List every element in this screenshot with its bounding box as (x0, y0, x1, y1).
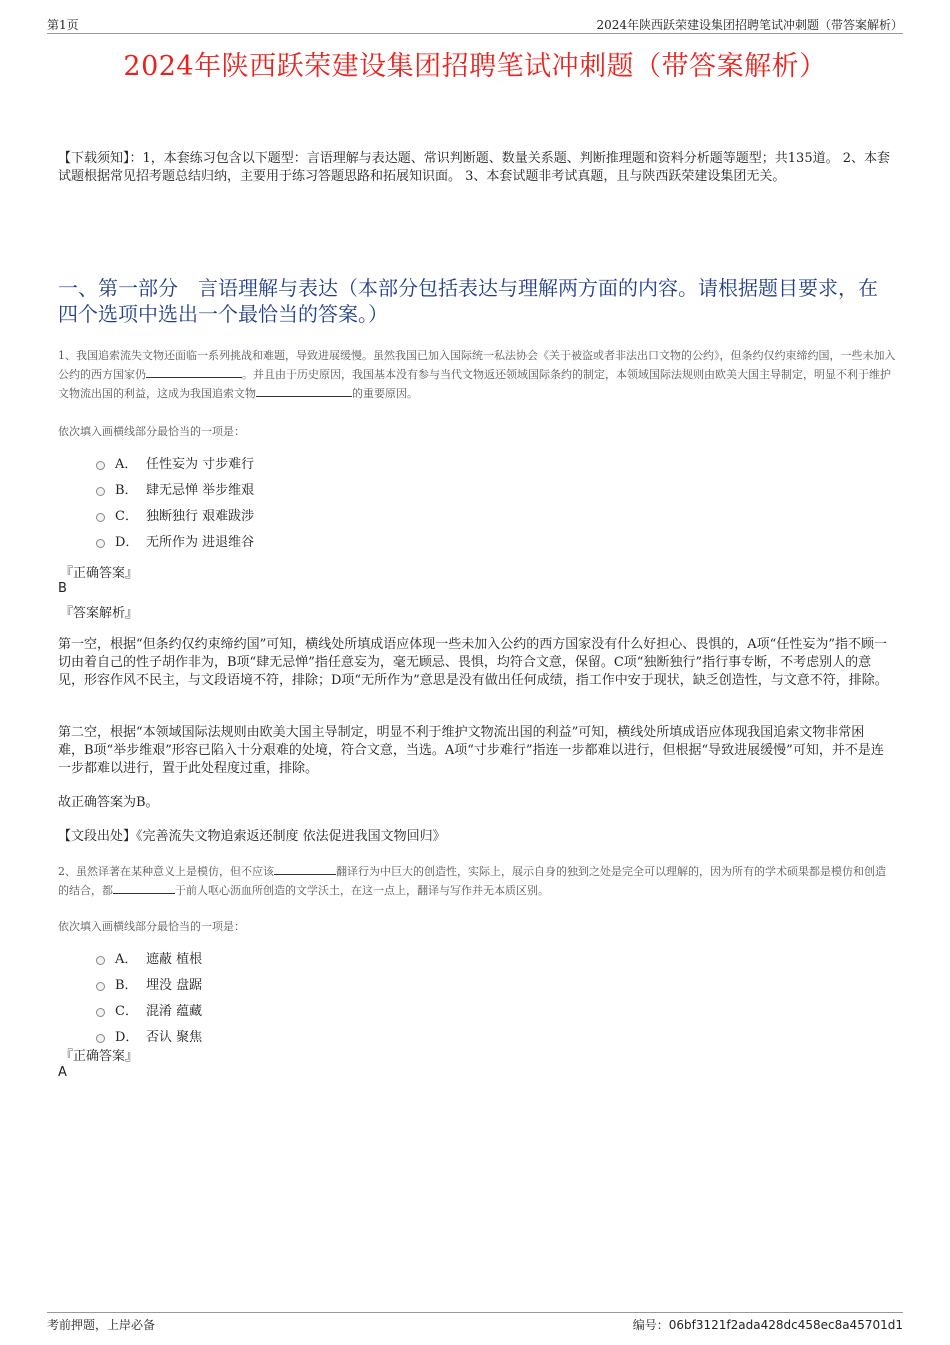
blank-1 (274, 863, 336, 875)
q2-answer-label: 『正确答案』 (60, 1049, 139, 1064)
question-1-prompt: 依次填入画横线部分最恰当的一项是： (58, 425, 245, 438)
question-2-stem: 2、虽然译著在某种意义上是模仿，但不应该 翻译行为中巨大的创造性，实际上，展示自身的独到之处是完全可以理解的，因为所有的学术硕果都是模仿和创造的结合，都 于前人呕心沥血所创造的文学沃土，在这一点上，翻译与写作并无本质区别。 (58, 865, 886, 897)
radio-icon[interactable] (96, 982, 105, 991)
footer-code: 编号：06bf3121f2ada428dc458ec8a45701d1 (632, 1318, 903, 1332)
q1-analysis-paragraph-2: 第二空，根据“本领域国际法规则由欧美大国主导制定，明显不利于维护文物流出国的利益”可知，横线处所填成语应体现我国追索文物非常困难，B项“举步维艰”形容已陷入十分艰难的处境，符合文意，当选。A项“寸步难行”指连一步都难以进行，但根据“导致进展缓慢”可知，并不是连一步都难以进行，置于此处程度过重，排除。 (58, 725, 884, 776)
q1-conclusion: 故正确答案为B。 (58, 795, 159, 810)
blank-2 (113, 882, 175, 894)
header-doc-title: 2024年陕西跃荣建设集团招聘笔试冲刺题（带答案解析） (596, 18, 903, 32)
q2-answer: A (58, 1065, 67, 1080)
radio-icon[interactable] (96, 461, 105, 470)
question-1-stem: 1、我国追索流失文物还面临一系列挑战和难题，导致进展缓慢。虽然我国已加入国际统一私法协会《关于被盗或者非法出口文物的公约》，但条约仅约束缔约国，一些未加入公约的西方国家仍 。并且由于历史原因，我国基本没有参与当代文物返还领域国际条约的制定，本领域国际法规则由欧美大国主导制定，明显不利于维护文物流出国的利益，这成为我国追索文物 的重要原因。 (58, 349, 896, 400)
q1-source: 【文段出处】《完善流失文物追索返还制度 依法促进我国文物回归》 (58, 829, 446, 844)
document-title: 2024年陕西跃荣建设集团招聘笔试冲刺题（带答案解析） (123, 51, 827, 82)
question-2-prompt: 依次填入画横线部分最恰当的一项是： (58, 920, 245, 933)
radio-icon[interactable] (96, 1034, 105, 1043)
page-header (47, 14, 903, 34)
radio-icon[interactable] (96, 539, 105, 548)
blank-2 (256, 385, 352, 397)
download-notice: 【下载须知】：1，本套练习包含以下题型：言语理解与表达题、常识判断题、数量关系题、判断推理题和资料分析题等题型；共135道。 2、本套试题根据常见招考题总结归纳，主要用于练习答题思路和拓展知识面。 3、本套试题非考试真题，且与陕西跃荣建设集团无关。 (58, 151, 890, 184)
q1-answer-label: 『正确答案』 (60, 566, 139, 581)
radio-icon[interactable] (96, 956, 105, 965)
radio-icon[interactable] (96, 513, 105, 522)
footer-slogan: 考前押题，上岸必备 (47, 1318, 156, 1332)
radio-icon[interactable] (96, 1008, 105, 1017)
radio-icon[interactable] (96, 487, 105, 496)
page-footer (47, 1312, 903, 1330)
blank-1 (146, 366, 242, 378)
q1-answer: B (58, 581, 67, 596)
q1-analysis-paragraph-1: 第一空，根据“但条约仅约束缔约国”可知，横线处所填成语应体现一些未加入公约的西方国家没有什么好担心、畏惧的，A项“任性妄为”指不顾一切由着自己的性子胡作非为，B项“肆无忌惮”指任意妄为，毫无顾忌、畏惧，均符合文意，保留。C项“独断独行”指行事专断，不考虑别人的意见，形容作风不民主，与文段语境不符，排除；D项“无所作为”意思是没有做出任何成绩，指工作中安于现状，缺乏创造性，与文意不符，排除。 (58, 637, 888, 688)
q1-analysis-label: 『答案解析』 (60, 606, 139, 621)
page-number: 第1页 (47, 18, 79, 32)
section-heading: 一、第一部分 言语理解与表达（本部分包括表达与理解两方面的内容。请根据题目要求，在四个选项中选出一个最恰当的答案。） (58, 276, 878, 326)
